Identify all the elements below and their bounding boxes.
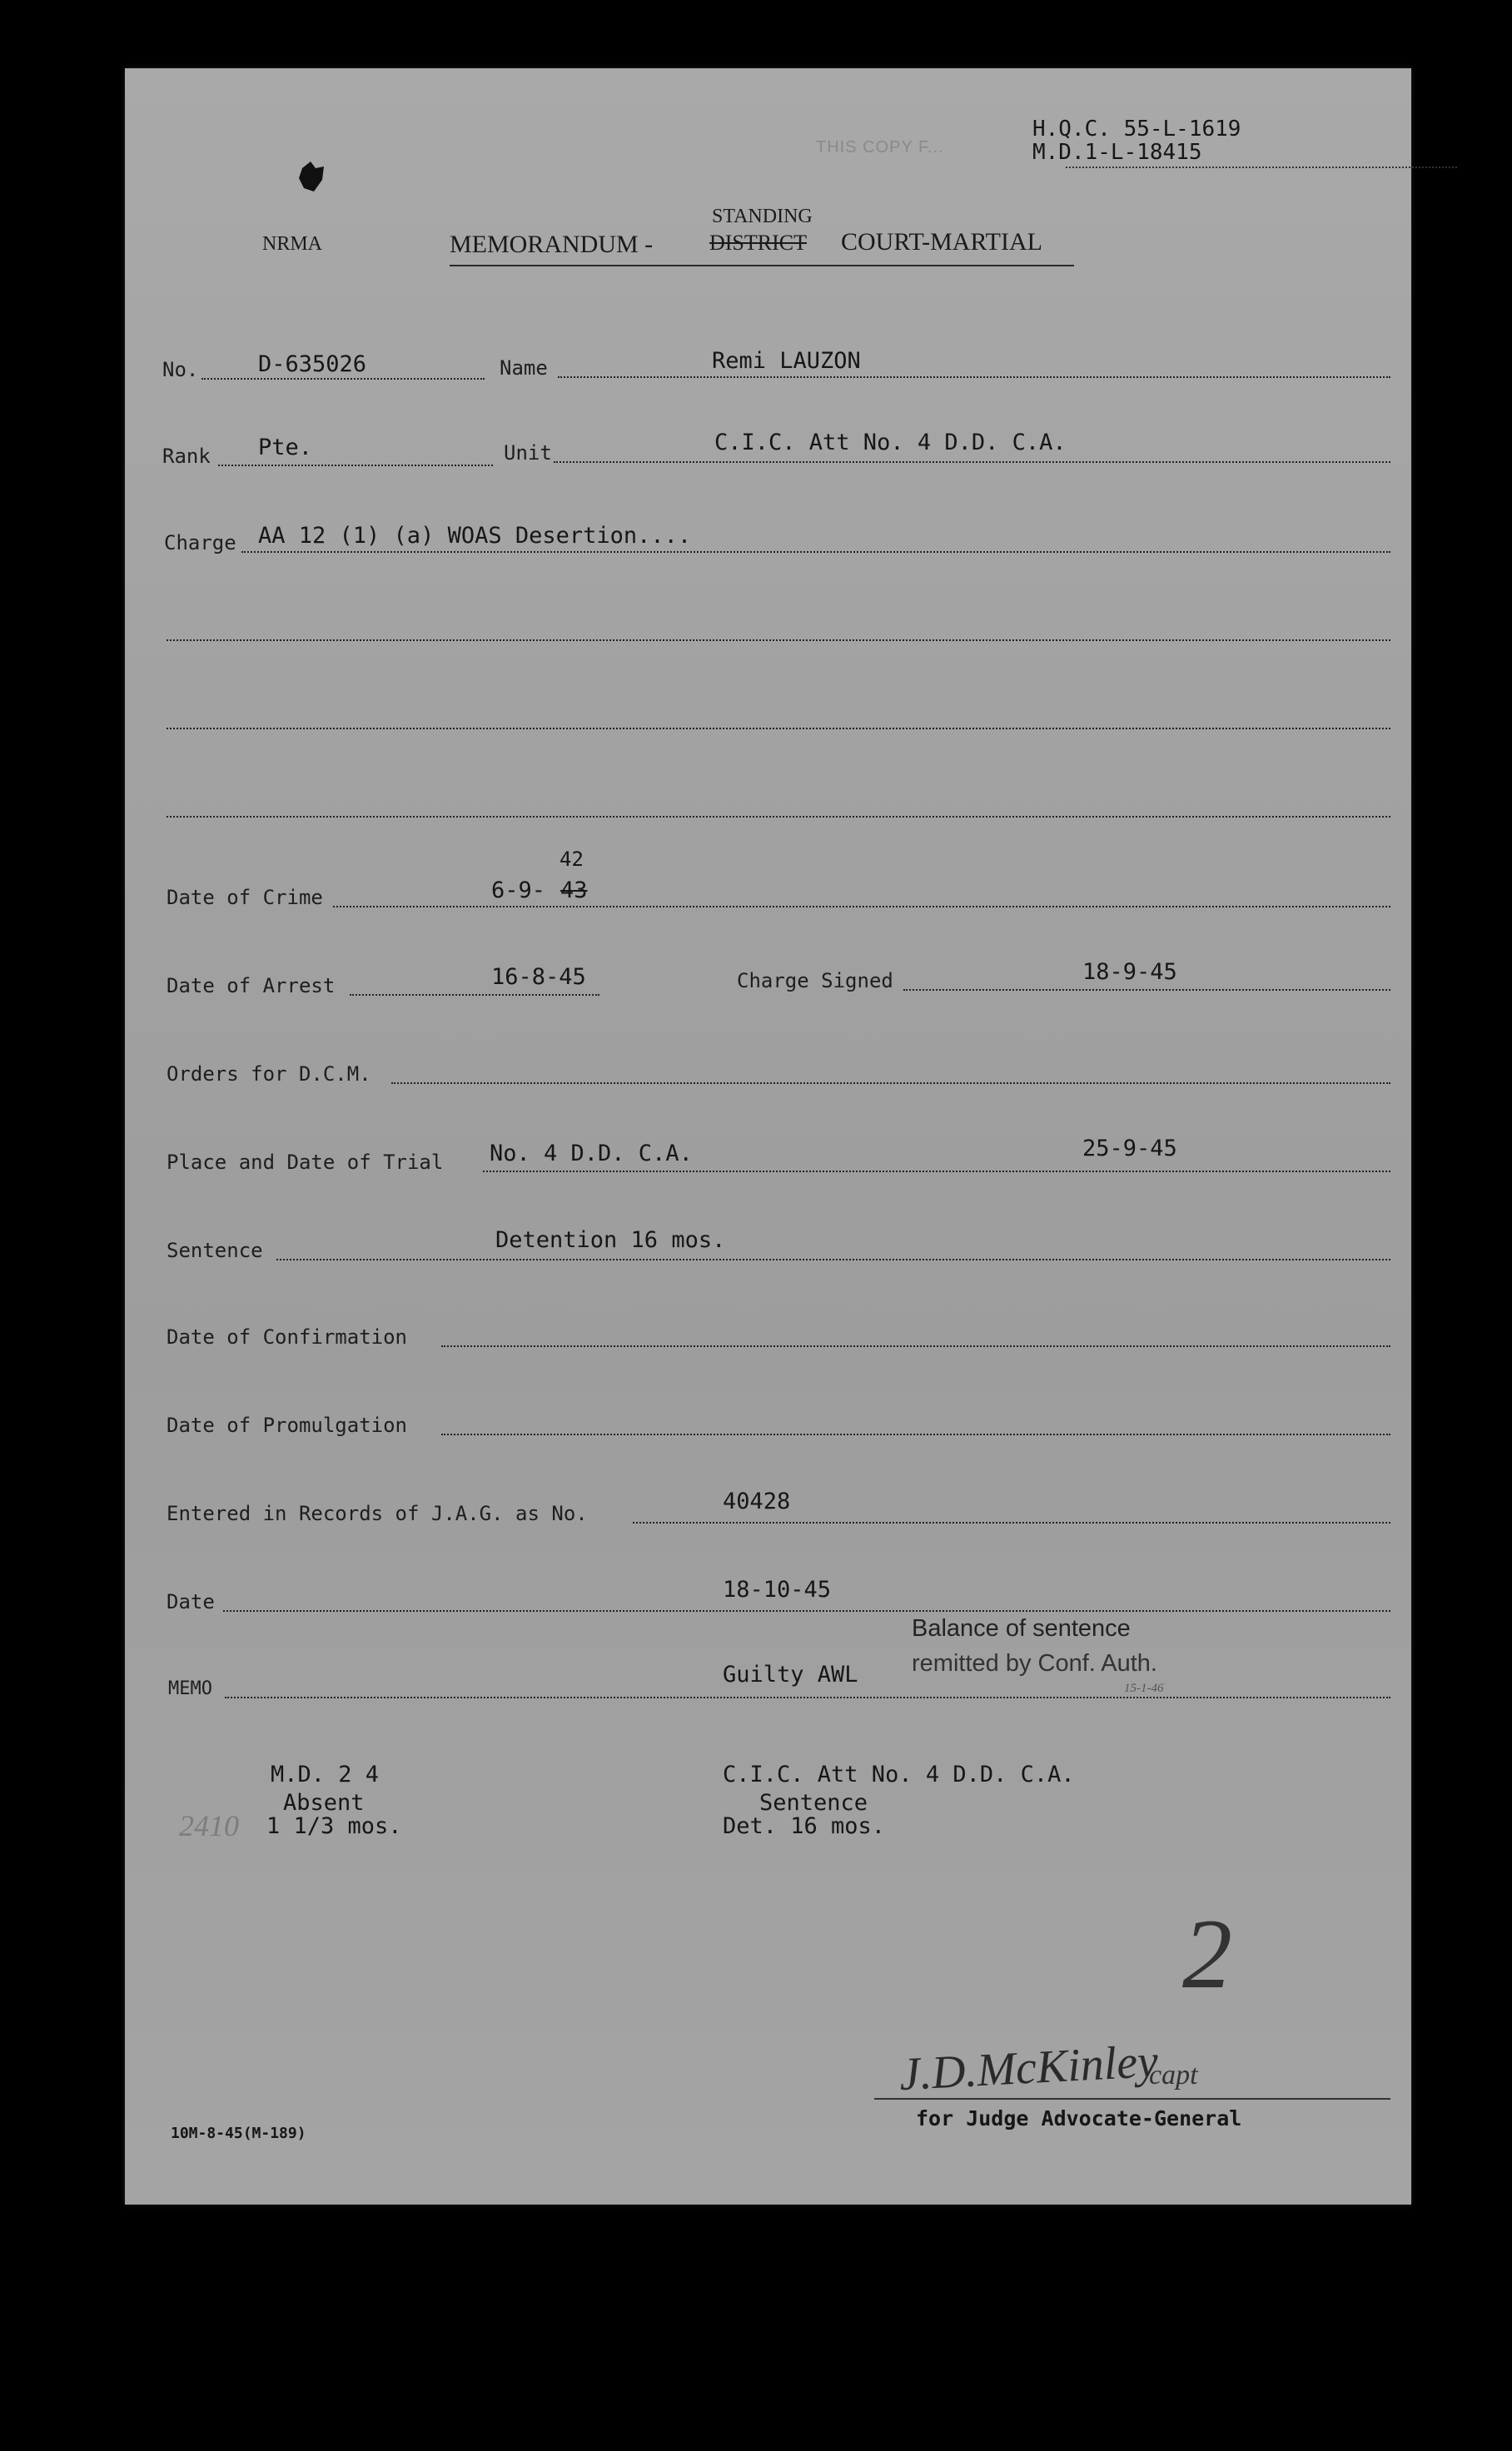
remission-stamp-date: 15-1-46 [1124, 1682, 1164, 1695]
confirmation-label: Date of Confirmation [167, 1325, 407, 1349]
footer-sentence-value: Det. 16 mos. [723, 1813, 886, 1839]
charge-line-2 [167, 639, 1390, 641]
footer-absent-label: Absent [283, 1790, 365, 1816]
signature-line [874, 2098, 1390, 2100]
faint-stamp: THIS COPY F... [816, 138, 944, 157]
date-line [223, 1610, 1390, 1612]
date-value: 18-10-45 [723, 1577, 832, 1603]
date-of-crime-label: Date of Crime [167, 886, 323, 909]
footer-unit: C.I.C. Att No. 4 D.D. C.A. [723, 1762, 1075, 1787]
rank-line [218, 465, 493, 466]
date-of-arrest-value: 16-8-45 [491, 964, 586, 990]
charge-signed-label: Charge Signed [737, 969, 893, 992]
date-of-crime-year-struck: 43 [560, 877, 588, 903]
sentence-value: Detention 16 mos. [495, 1227, 726, 1253]
remission-stamp-line2: remitted by Conf. Auth. [912, 1650, 1157, 1677]
charge-line-4 [167, 816, 1390, 818]
ink-blot-mark [296, 160, 329, 197]
margin-note: 2410 [179, 1809, 239, 1842]
trial-place-value: No. 4 D.D. C.A. [490, 1141, 693, 1166]
jag-records-line [633, 1522, 1390, 1524]
confirmation-line [441, 1345, 1390, 1347]
trial-line [483, 1171, 1390, 1172]
no-label: No. [162, 358, 199, 381]
date-of-crime-year-correction: 42 [560, 848, 584, 871]
district-struck: DISTRICT [709, 231, 807, 255]
date-label: Date [167, 1590, 215, 1613]
signature-suffix: capt [1149, 2060, 1198, 2091]
signature: J.D.McKinley [898, 2035, 1160, 2101]
footer-sentence-label: Sentence [759, 1790, 868, 1816]
promulgation-label: Date of Promulgation [167, 1414, 407, 1437]
remission-stamp-line1: Balance of sentence [912, 1615, 1131, 1642]
charge-line [241, 551, 1390, 553]
charge-line-3 [167, 728, 1390, 729]
date-of-crime-value: 6-9- [491, 877, 546, 903]
memorandum-title: MEMORANDUM - [450, 231, 654, 258]
sentence-line [276, 1259, 1390, 1260]
memo-value: Guilty AWL [723, 1662, 858, 1688]
name-label: Name [500, 356, 548, 380]
date-of-arrest-line [350, 994, 599, 996]
unit-line [554, 461, 1390, 463]
title-underline [450, 265, 1074, 266]
no-value: D-635026 [258, 351, 367, 377]
memo-line [225, 1697, 1390, 1698]
unit-label: Unit [504, 441, 552, 465]
memorandum-sheet [125, 68, 1411, 2205]
footer-absent-value: 1 1/3 mos. [266, 1813, 402, 1839]
md-reference: M.D.1-L-18415 [1032, 140, 1202, 165]
sentence-label: Sentence [167, 1239, 263, 1262]
charge-value: AA 12 (1) (a) WOAS Desertion.... [258, 523, 692, 549]
footer-md: M.D. 2 4 [271, 1762, 380, 1787]
name-line [558, 376, 1390, 378]
promulgation-line [441, 1434, 1390, 1435]
no-line [201, 378, 485, 380]
memo-label: MEMO [168, 1678, 212, 1699]
trial-date-value: 25-9-45 [1082, 1136, 1177, 1161]
hqc-reference: H.Q.C. 55-L-1619 [1032, 117, 1241, 142]
reference-underline [1066, 167, 1457, 168]
jag-records-value: 40428 [723, 1489, 791, 1514]
orders-line [391, 1082, 1390, 1084]
name-value: Remi LAUZON [712, 348, 861, 374]
charge-label: Charge [164, 531, 236, 554]
unit-value: C.I.C. Att No. 4 D.D. C.A. [714, 430, 1067, 455]
charge-signed-value: 18-9-45 [1082, 959, 1177, 985]
orders-label: Orders for D.C.M. [167, 1062, 371, 1086]
charge-signed-line [903, 989, 1390, 991]
court-martial-title: COURT-MARTIAL [841, 228, 1042, 256]
date-of-arrest-label: Date of Arrest [167, 974, 336, 997]
trial-label: Place and Date of Trial [167, 1151, 444, 1174]
jag-records-label: Entered in Records of J.A.G. as No. [167, 1502, 588, 1525]
nrma-label: NRMA [262, 233, 323, 255]
rank-value: Pte. [258, 435, 313, 460]
form-number: 10M-8-45(M-189) [171, 2125, 306, 2142]
handwritten-page-mark: 2 [1182, 1898, 1232, 2009]
date-of-crime-line [333, 906, 1390, 907]
standing-correction: STANDING [712, 206, 813, 227]
rank-label: Rank [162, 445, 211, 468]
jag-signature-caption: for Judge Advocate-General [916, 2106, 1242, 2130]
